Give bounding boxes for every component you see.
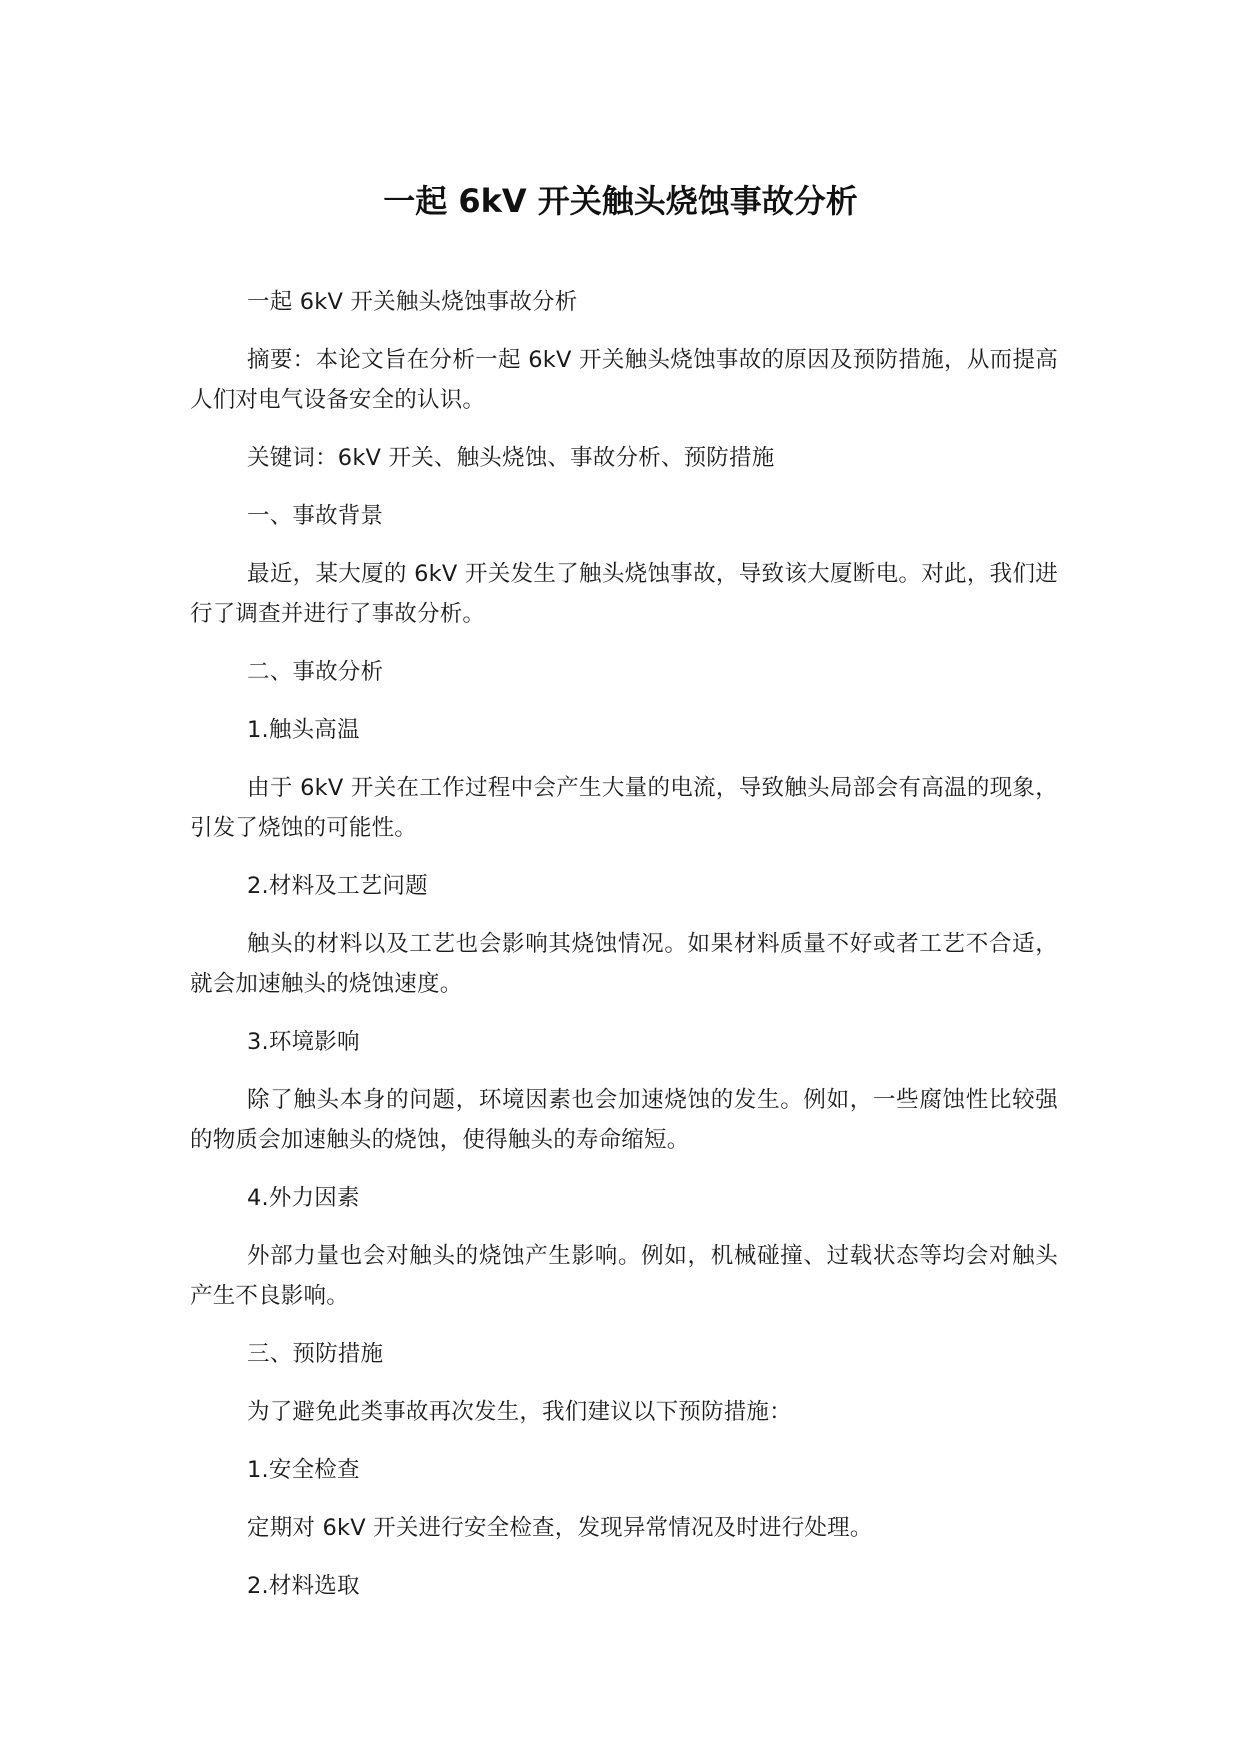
- section-heading-prevention: 三、预防措施: [247, 1341, 384, 1367]
- paragraph-environment: 除了触头本身的问题，环境因素也会加速烧蚀的发生。例如，一些腐蚀性比较强的物质会加速触头的烧蚀，使得触头的寿命缩短。: [190, 1087, 1058, 1153]
- paragraph-prevention-intro: 为了避免此类事故再次发生，我们建议以下预防措施：: [247, 1399, 792, 1425]
- document-title: 一起 6kV 开关触头烧蚀事故分析: [383, 182, 858, 220]
- paragraph-material-process: 触头的材料以及工艺也会影响其烧蚀情况。如果材料质量不好或者工艺不合适，就会加速触头的烧蚀速度。: [190, 931, 1058, 997]
- subheading-safety-check: 1.安全检查: [247, 1457, 360, 1483]
- subheading-material-process: 2.材料及工艺问题: [247, 873, 428, 899]
- section-heading-background: 一、事故背景: [247, 503, 384, 529]
- subheading-environment: 3.环境影响: [247, 1029, 360, 1055]
- subheading-material-selection: 2.材料选取: [247, 1573, 360, 1599]
- subheading-external-force: 4.外力因素: [247, 1185, 360, 1211]
- paragraph-abstract: 摘要：本论文旨在分析一起 6kV 开关触头烧蚀事故的原因及预防措施，从而提高人们对电气设备安全的认识。: [190, 347, 1058, 413]
- paragraph-external-force: 外部力量也会对触头的烧蚀产生影响。例如，机械碰撞、过载状态等均会对触头产生不良影响。: [190, 1243, 1058, 1309]
- document-body: [190, 282, 1058, 1624]
- subheading-high-temperature: 1.触头高温: [247, 717, 360, 743]
- paragraph-safety-check: 定期对 6kV 开关进行安全检查，发现异常情况及时进行处理。: [247, 1515, 873, 1541]
- section-heading-analysis: 二、事故分析: [247, 659, 384, 685]
- paragraph-high-temperature: 由于 6kV 开关在工作过程中会产生大量的电流，导致触头局部会有高温的现象，引发了烧蚀的可能性。: [190, 775, 1058, 841]
- paragraph-background: 最近，某大厦的 6kV 开关发生了触头烧蚀事故，导致该大厦断电。对此，我们进行了调查并进行了事故分析。: [190, 561, 1058, 627]
- paragraph-keywords: 关键词：6kV 开关、触头烧蚀、事故分析、预防措施: [247, 445, 775, 471]
- paragraph-subtitle: 一起 6kV 开关触头烧蚀事故分析: [247, 289, 578, 315]
